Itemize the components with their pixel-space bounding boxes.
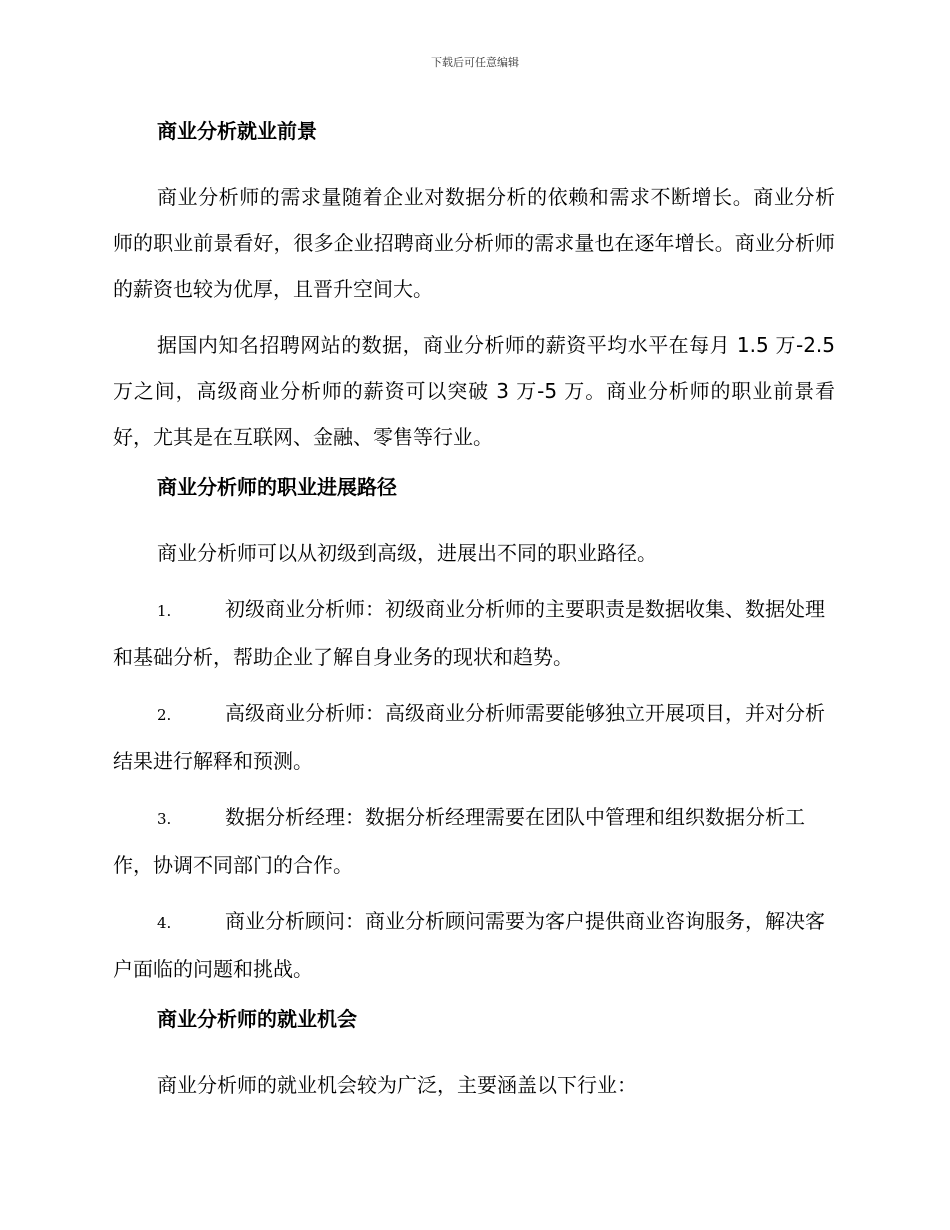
list-item-text: 高级商业分析师：高级商业分析师需要能够独立开展项目，并对分析结果进行解释和预测。 xyxy=(113,701,825,773)
list-item-number: 3. xyxy=(157,810,172,828)
paragraph-career-intro: 商业分析师可以从初级到高级，进展出不同的职业路径。 xyxy=(157,541,657,565)
list-item-text: 商业分析顾问：商业分析顾问需要为客户提供商业咨询服务，解决客户面临的问题和挑战。 xyxy=(113,909,825,981)
paragraph-salary: 据国内知名招聘网站的数据，商业分析师的薪资平均水平在每月 1.5 万-2.5 万之间，高级商业分析师的薪资可以突破 3 万-5 万。商业分析师的职业前景看好，尤其是在互联网、金融、零售等行业。 xyxy=(113,333,835,449)
list-item-number: 2. xyxy=(157,706,172,724)
list-item xyxy=(113,586,835,680)
list-item xyxy=(113,898,835,992)
list-item-number: 4. xyxy=(157,914,172,932)
section-heading-career-path: 商业分析师的职业进展路径 xyxy=(157,475,397,499)
paragraph-demand: 商业分析师的需求量随着企业对数据分析的依赖和需求不断增长。商业分析师的职业前景看好，很多企业招聘商业分析师的需求量也在逐年增长。商业分析师的薪资也较为优厚，且晋升空间大。 xyxy=(113,185,835,301)
list-item-number: 1. xyxy=(157,602,172,620)
section-heading-employment-prospects: 商业分析就业前景 xyxy=(157,119,317,143)
section-heading-job-opportunities: 商业分析师的就业机会 xyxy=(157,1007,357,1031)
page-header: 下载后可任意编辑 xyxy=(431,56,519,69)
list-item xyxy=(113,690,835,784)
list-item xyxy=(113,794,835,888)
list-item-text: 初级商业分析师：初级商业分析师的主要职责是数据收集、数据处理和基础分析，帮助企业了解自身业务的现状和趋势。 xyxy=(113,597,825,669)
document-body xyxy=(113,114,835,1118)
paragraph-industries: 商业分析师的就业机会较为广泛，主要涵盖以下行业： xyxy=(157,1073,637,1097)
list-item-text: 数据分析经理：数据分析经理需要在团队中管理和组织数据分析工作，协调不同部门的合作。 xyxy=(113,805,805,877)
